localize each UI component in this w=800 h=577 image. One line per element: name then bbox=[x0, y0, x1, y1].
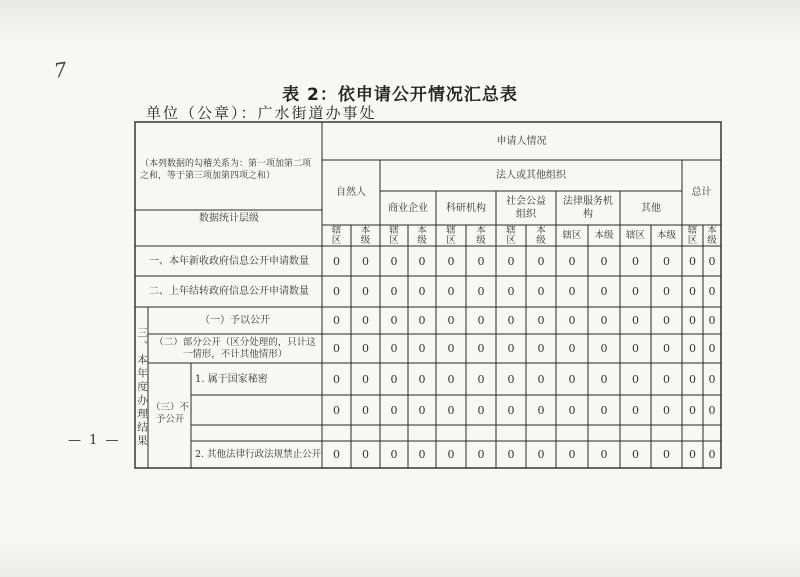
data-cell: 0 bbox=[390, 254, 398, 268]
org-type-commercial: 商业企业 bbox=[388, 202, 428, 214]
page-number: — 1 — bbox=[68, 433, 121, 448]
data-cell: 0 bbox=[447, 372, 455, 386]
data-cell: 0 bbox=[568, 403, 576, 417]
section3-label: 三、本年度办理结果 bbox=[136, 327, 148, 449]
data-cell: 0 bbox=[507, 372, 515, 386]
data-cell: 0 bbox=[600, 285, 608, 298]
data-cell: 0 bbox=[537, 254, 545, 268]
data-cell: 0 bbox=[689, 314, 696, 327]
data-cell: 0 bbox=[568, 254, 576, 268]
data-cell: 0 bbox=[447, 403, 455, 417]
data-cell: 0 bbox=[507, 314, 515, 327]
data-cell: 0 bbox=[390, 372, 398, 386]
page-title: 表 2：依申请公开情况汇总表 bbox=[282, 85, 518, 105]
data-cell: 0 bbox=[390, 342, 398, 355]
data-cell: 0 bbox=[537, 285, 545, 298]
data-cell: 0 bbox=[333, 448, 340, 461]
corner-note: （本列数据的勾稽关系为：第一项加第二项之和，等于第三项加第四项之和） bbox=[140, 159, 312, 181]
data-cell: 0 bbox=[418, 403, 426, 417]
data-cell: 0 bbox=[632, 342, 639, 355]
data-cell: 0 bbox=[708, 285, 716, 298]
data-cell: 0 bbox=[507, 342, 515, 355]
row1-label: 一、本年新收政府信息公开申请数量 bbox=[149, 255, 309, 267]
data-cell: 0 bbox=[362, 372, 369, 386]
data-cell: 0 bbox=[632, 372, 639, 386]
data-cell: 0 bbox=[632, 403, 639, 417]
header-natural-person: 自然人 bbox=[336, 187, 366, 198]
header-total: 总计 bbox=[691, 187, 712, 198]
data-cell: 0 bbox=[418, 254, 426, 268]
data-cell: 0 bbox=[537, 448, 545, 461]
data-cell: 0 bbox=[333, 403, 340, 417]
data-cell: 0 bbox=[632, 285, 639, 298]
data-cell: 0 bbox=[663, 342, 670, 355]
data-cell: 0 bbox=[477, 285, 485, 298]
data-cell: 0 bbox=[477, 448, 485, 461]
data-cell: 0 bbox=[663, 372, 670, 386]
unit-line: 单位（公章）：广水街道办事处 bbox=[146, 104, 377, 122]
data-cell: 0 bbox=[333, 254, 340, 268]
subheader-local: 本级 bbox=[417, 225, 427, 246]
data-cell: 0 bbox=[447, 254, 455, 268]
org-type-legal-service: 法律服务机构 bbox=[563, 196, 613, 220]
data-cell: 0 bbox=[362, 285, 369, 298]
data-cell: 0 bbox=[708, 314, 716, 327]
data-cell: 0 bbox=[600, 372, 608, 386]
data-cell: 0 bbox=[333, 342, 340, 355]
data-cell: 0 bbox=[689, 342, 696, 355]
data-cell: 0 bbox=[447, 342, 455, 355]
data-cell: 0 bbox=[507, 448, 515, 461]
handwritten-mark: 7 bbox=[52, 57, 69, 83]
data-cell: 0 bbox=[362, 342, 369, 355]
subheader-district: 辖区 bbox=[389, 225, 399, 246]
data-cell: 0 bbox=[568, 314, 576, 327]
data-cell: 0 bbox=[600, 254, 608, 268]
data-cell: 0 bbox=[689, 372, 696, 386]
subheader-district: 辖区 bbox=[446, 225, 456, 246]
data-cell: 0 bbox=[537, 403, 545, 417]
data-cell: 0 bbox=[689, 403, 696, 417]
subheader-local: 本级 bbox=[536, 225, 546, 246]
data-cell: 0 bbox=[663, 285, 670, 298]
data-cell: 0 bbox=[477, 254, 485, 268]
header-legal: 法人或其他组织 bbox=[496, 170, 566, 181]
data-cell: 0 bbox=[708, 403, 716, 417]
data-cell: 0 bbox=[537, 314, 545, 327]
subheader-local: 本级 bbox=[707, 225, 717, 246]
data-cell: 0 bbox=[477, 372, 485, 386]
data-cell: 0 bbox=[663, 403, 670, 417]
stats-level-label: 数据统计层级 bbox=[199, 212, 259, 224]
subheader-local: 本级 bbox=[594, 230, 614, 241]
row3b-label: （二）部分公开（区分处理的，只计这一情形，不计其他情形） bbox=[154, 336, 316, 360]
data-cell: 0 bbox=[708, 372, 716, 386]
data-cell: 0 bbox=[632, 254, 639, 268]
data-cell: 0 bbox=[568, 372, 576, 386]
row3c2-label: 2. 其他法律行政法规禁止公开 bbox=[195, 448, 322, 460]
data-cell: 0 bbox=[418, 285, 426, 298]
data-cell: 0 bbox=[390, 448, 398, 461]
data-cell: 0 bbox=[568, 448, 576, 461]
subheader-district: 辖区 bbox=[331, 225, 342, 246]
data-cell: 0 bbox=[390, 285, 398, 298]
data-cell: 0 bbox=[333, 285, 340, 298]
org-type-other: 其他 bbox=[641, 202, 661, 214]
subheader-district: 辖区 bbox=[562, 230, 582, 241]
data-cell: 0 bbox=[600, 403, 608, 417]
subheader-district: 辖区 bbox=[506, 225, 516, 246]
data-cell: 0 bbox=[362, 254, 369, 268]
subheader-local: 本级 bbox=[476, 225, 486, 246]
data-cell: 0 bbox=[362, 314, 369, 327]
row3a-label: （一）予以公开 bbox=[200, 315, 270, 326]
subheader-district: 辖区 bbox=[626, 230, 646, 241]
data-cell: 0 bbox=[600, 448, 608, 461]
data-cell: 0 bbox=[447, 314, 455, 327]
row3c1-label: 1. 属于国家秘密 bbox=[195, 373, 268, 385]
data-cell: 0 bbox=[568, 285, 576, 298]
subheader-local: 本级 bbox=[360, 225, 371, 246]
row3c-label: （三）不予公开 bbox=[150, 402, 189, 425]
org-type-public-welfare: 社会公益组织 bbox=[506, 196, 546, 220]
data-cell: 0 bbox=[663, 314, 670, 327]
data-cell: 0 bbox=[507, 254, 515, 268]
data-cell: 0 bbox=[689, 285, 696, 298]
data-cell: 0 bbox=[600, 314, 608, 327]
data-cell: 0 bbox=[362, 403, 369, 417]
data-cell: 0 bbox=[418, 342, 426, 355]
data-cell: 0 bbox=[418, 448, 426, 461]
data-cell: 0 bbox=[477, 342, 485, 355]
subheader-local: 本级 bbox=[657, 230, 677, 241]
subheader-district: 辖区 bbox=[687, 225, 698, 246]
data-cell: 0 bbox=[418, 372, 426, 386]
data-cell: 0 bbox=[477, 403, 485, 417]
org-type-research: 科研机构 bbox=[446, 202, 486, 214]
data-cell: 0 bbox=[663, 254, 670, 268]
data-cell: 0 bbox=[689, 254, 696, 268]
data-cell: 0 bbox=[477, 314, 485, 327]
data-cell: 0 bbox=[362, 448, 369, 461]
data-cell: 0 bbox=[600, 342, 608, 355]
data-cell: 0 bbox=[708, 448, 716, 461]
header-applicant: 申请人情况 bbox=[496, 135, 547, 147]
data-cell: 0 bbox=[537, 372, 545, 386]
data-cell: 0 bbox=[333, 314, 340, 327]
data-cell: 0 bbox=[507, 285, 515, 298]
data-cell: 0 bbox=[390, 314, 398, 327]
data-cell: 0 bbox=[632, 448, 639, 461]
data-cell: 0 bbox=[507, 403, 515, 417]
data-cell: 0 bbox=[689, 448, 696, 461]
row2-label: 二、上年结转政府信息公开申请数量 bbox=[149, 286, 309, 297]
data-cell: 0 bbox=[447, 448, 455, 461]
data-cell: 0 bbox=[537, 342, 545, 355]
data-cell: 0 bbox=[390, 403, 398, 417]
data-cell: 0 bbox=[568, 342, 576, 355]
data-cell: 0 bbox=[333, 372, 340, 386]
data-cell: 0 bbox=[418, 314, 426, 327]
data-cell: 0 bbox=[447, 285, 455, 298]
data-cell: 0 bbox=[632, 314, 639, 327]
data-cell: 0 bbox=[708, 254, 716, 268]
data-cell: 0 bbox=[708, 342, 716, 355]
data-cell: 0 bbox=[663, 448, 670, 461]
